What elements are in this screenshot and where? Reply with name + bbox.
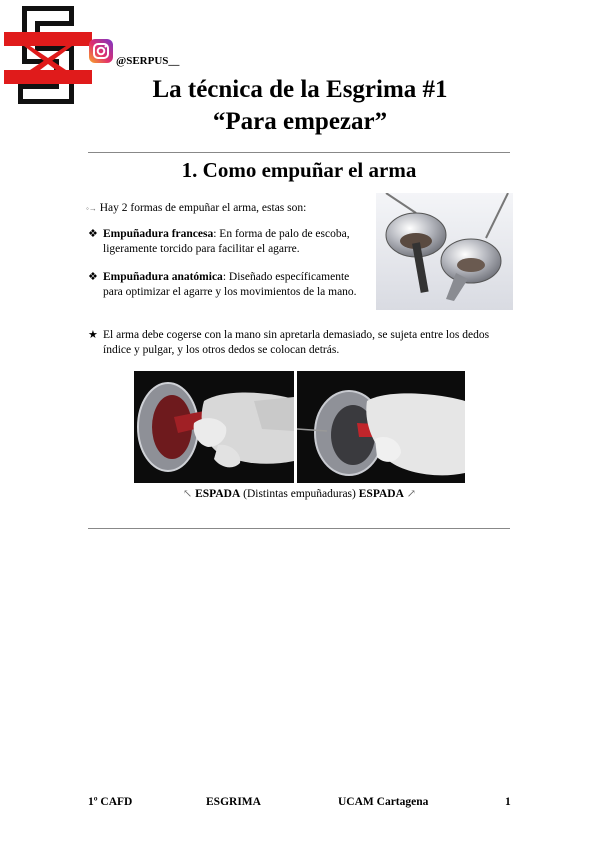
bullet-item-french-grip — [88, 227, 368, 257]
footer-school: UCAM Cartagena — [338, 796, 429, 808]
divider-bottom — [88, 528, 510, 529]
star-note — [88, 328, 513, 358]
bullet-item-anatomic-grip — [88, 270, 368, 300]
bullet-term: Empuñadura anatómica — [103, 271, 223, 283]
bullet-term: Empuñadura francesa — [103, 228, 214, 240]
serpus-logo — [4, 4, 92, 108]
caption-right-label: ESPADA — [358, 488, 404, 500]
intro-line — [86, 201, 366, 216]
section-heading: 1. Como empuñar el arma — [181, 158, 417, 182]
title-line-2: “Para empezar” — [212, 108, 388, 135]
footer-course: 1º CAFD — [88, 796, 133, 808]
diamond-bullet-icon: ❖ — [88, 271, 98, 283]
star-note-text: El arma debe cogerse con la mano sin apretarla demasiado, se sujeta entre los dedos índice y pulgar, y los otros dedos se colocan detrás. — [103, 329, 490, 356]
footer-page-number: 1 — [505, 796, 511, 808]
bullet-text: : En forma de palo de escoba, ligeramente torcido para facilitar el agarre. — [103, 228, 350, 255]
instagram-icon — [88, 38, 114, 64]
diamond-bullet-icon: ❖ — [88, 228, 98, 240]
arrow-up-right-icon: ↗ — [406, 488, 416, 500]
epee-guards-photo — [376, 193, 513, 310]
anatomic-grip-photo — [297, 371, 465, 483]
french-grip-photo — [134, 371, 294, 483]
document-title — [100, 74, 500, 138]
intro-arrow-icon: ◦→ — [86, 204, 97, 213]
title-line-1: La técnica de la Esgrima #1 — [152, 76, 448, 103]
instagram-handle: @SERPUS__ — [116, 55, 180, 67]
bullet-text: : Diseñado específicamente para optimizar el agarre y los movimientos de la mano. — [103, 271, 357, 298]
caption-left-label: ESPADA — [195, 488, 241, 500]
caption-middle: (Distintas empuñaduras) — [243, 488, 356, 500]
intro-text: Hay 2 formas de empuñar el arma, estas son: — [99, 202, 307, 214]
star-bullet-icon: ★ — [88, 329, 98, 341]
arrow-up-left-icon: ↖ — [183, 488, 193, 500]
divider-top — [88, 152, 510, 153]
photo-caption — [134, 487, 465, 500]
footer-subject: ESGRIMA — [206, 796, 261, 808]
